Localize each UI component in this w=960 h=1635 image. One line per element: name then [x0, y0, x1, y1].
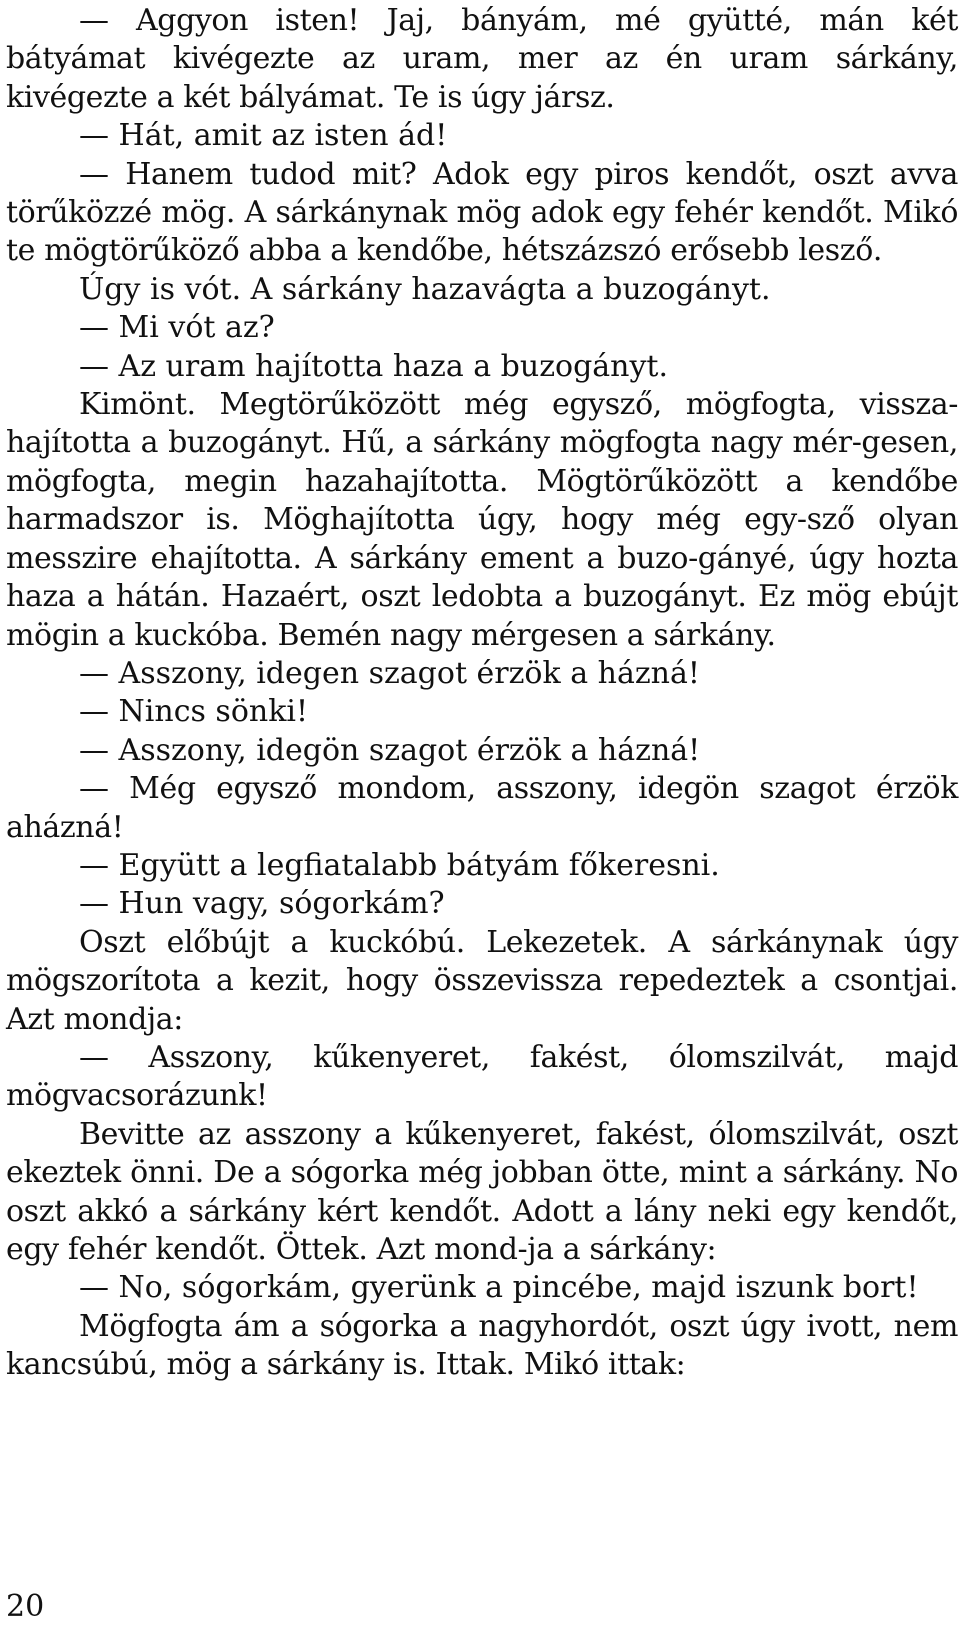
- paragraph: — Aggyon isten! Jaj, bányám, mé gyütté, mán két bátyámat kivégezte az uram, mer az én uram sárkány, kivégezte a két bályámat. Te is úgy jársz.: [6, 3, 958, 115]
- paragraph: — Asszony, idegön szagot érzök a házná!: [79, 732, 701, 768]
- paragraph: — Még egysző mondom, asszony, idegön szagot érzök aházná!: [6, 771, 958, 845]
- paragraph: Úgy is vót. A sárkány hazavágta a buzogányt.: [79, 271, 771, 307]
- paragraph: Bevitte az asszony a kűkenyeret, fakést, ólomszilvát, oszt ekeztek önni. De a sógorka még jobban ötte, mint a sárkány. No oszt akkó a sárkány kért kendőt. Adott a lány neki egy kendőt, egy fehér kendőt. Öttek. Azt mond-ja a sárkány:: [6, 1116, 958, 1267]
- page-number: 20: [6, 1589, 45, 1624]
- paragraph: — Hun vagy, sógorkám?: [79, 886, 445, 922]
- paragraph: Mögfogta ám a sógorka a nagyhordót, oszt úgy ivott, nem kancsúbú, mög a sárkány is. Ittak. Mikó ittak:: [6, 1308, 958, 1383]
- paragraph: Oszt előbújt a kuckóbú. Lekezetek. A sárkánynak úgy mögszorítota a kezit, hogy összevissza repedeztek a csontjai. Azt mondja:: [6, 924, 958, 1037]
- paragraph: — Mi vót az?: [79, 310, 275, 346]
- page-text: [6, 2, 958, 1385]
- paragraph: — Hát, amit az isten ád!: [79, 118, 448, 154]
- paragraph: — Nincs sönki!: [79, 694, 309, 730]
- paragraph: — No, sógorkám, gyerünk a pincébe, majd iszunk bort!: [79, 1270, 919, 1306]
- paragraph: Kimönt. Megtörűközött még egysző, mögfogta, vissza-hajította a buzogányt. Hű, a sárkány mögfogta nagy mér-gesen, mögfogta, megin hazahajította. Mögtörűközött a kendőbe harmadszor is. Möghajította úgy, hogy még egy-sző olyan messzire ehajította. A sárkány ement a buzo-gányé, úgy hozta haza a hátán. Hazaért, oszt ledobta a buzogányt. Ez mög ebújt mögin a kuckóba. Bemén nagy mérgesen a sárkány.: [6, 387, 958, 653]
- paragraph: — Az uram hajította haza a buzogányt.: [79, 348, 669, 384]
- paragraph: — Együtt a legfiatalabb bátyám főkeresni.: [79, 847, 720, 883]
- paragraph: — Asszony, kűkenyeret, fakést, ólomszilvát, majd mögvacsorázunk!: [6, 1039, 958, 1114]
- paragraph: — Hanem tudod mit? Adok egy piros kendőt, oszt avva törűközzé mög. A sárkánynak mög adok egy fehér kendőt. Mikó te mögtörűköző abba a kendőbe, hétszázszó erősebb lesző.: [6, 156, 958, 269]
- paragraph: — Asszony, idegen szagot érzök a házná!: [79, 655, 700, 691]
